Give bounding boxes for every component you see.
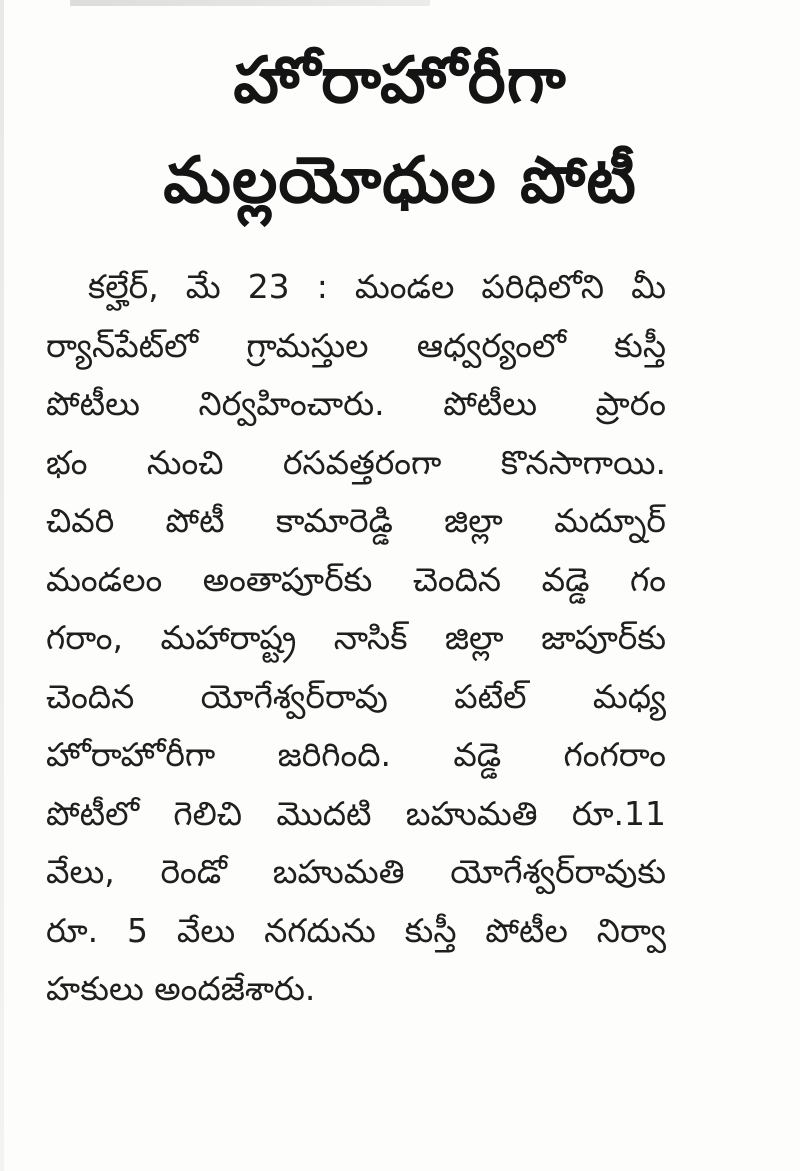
body-line: ర్యాన్‌పేట్‌లో గ్రామస్తుల ఆధ్వర్యంలో కుస్తీ [46, 325, 666, 365]
body-line: గరాం, మహారాష్ట్ర నాసిక్ జిల్లా జాపూర్‌కు [46, 618, 666, 657]
article-body [46, 258, 666, 1019]
body-line: హకులు అందజేశారు. [46, 969, 316, 1008]
headline-line-2: మల్లయోధుల పోటీ [163, 144, 637, 218]
body-line: కల్హేర్, మే 23 : మండల పరిధిలోని మీ [88, 267, 666, 306]
headline-line-1: హోరాహోరీగా [233, 44, 567, 118]
body-line: వేలు, రెండో బహుమతి యోగేశ్వర్‌రావుకు [46, 852, 666, 891]
page-edge-shadow [0, 0, 4, 1171]
body-line: రూ. 5 వేలు నగదును కుస్తీ పోటీల నిర్వా [46, 910, 666, 950]
body-line: భం నుంచి రసవత్తరంగా కొనసాగాయి. [46, 442, 666, 482]
body-line: మండలం అంతాపూర్‌కు చెందిన వడ్డె గం [46, 559, 666, 599]
body-line: చెందిన యోగేశ్వర్‌రావు పటేల్ మధ్య [46, 676, 666, 716]
body-line: పోటీలు నిర్వహించారు. పోటీలు ప్రారం [46, 384, 666, 423]
top-cut-rule [70, 0, 430, 6]
body-line: హోరాహోరీగా జరిగింది. వడ్డె గంగరాం [46, 735, 666, 774]
body-line: పోటీలో గెలిచి మొదటి బహుమతి రూ.11 [46, 793, 666, 833]
body-line: చివరి పోటీ కామారెడ్డి జిల్లా మద్నూర్ [46, 501, 666, 540]
